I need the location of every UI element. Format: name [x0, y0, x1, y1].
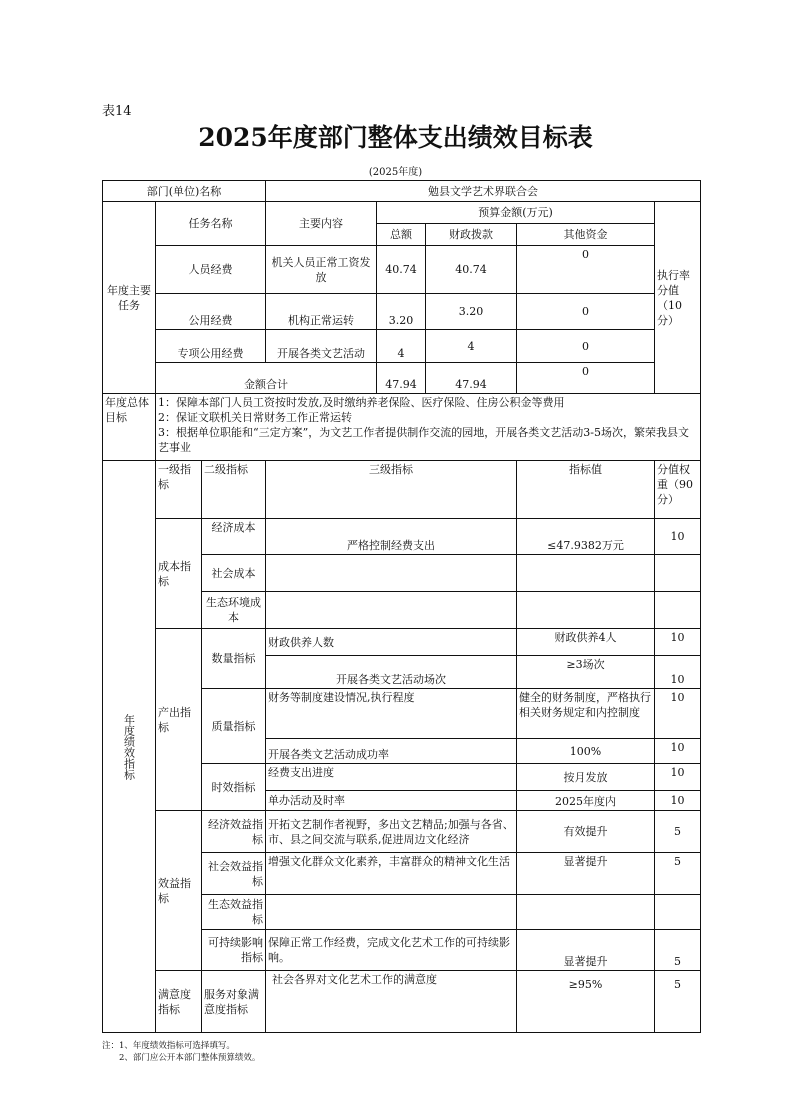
- footnotes: [102, 1040, 260, 1064]
- indicators-section-label: 年度绩效指标: [103, 461, 156, 1033]
- header-l3: 三级指标: [266, 461, 517, 519]
- l3-cell: [266, 555, 517, 592]
- weight-cell: 10: [655, 629, 701, 656]
- header-total: 总额: [377, 224, 426, 246]
- table-row: [103, 971, 701, 1033]
- header-l1: 一级指标: [156, 461, 202, 519]
- tasks-table: [102, 180, 701, 394]
- task-total: 3.20: [377, 294, 426, 330]
- l2-cell: 社会成本: [202, 555, 266, 592]
- sum-fiscal: 47.94: [426, 363, 517, 394]
- task-other: 0: [517, 246, 655, 294]
- l3-cell: 开拓文艺制作者视野，多出文艺精品;加强与各省、市、县之间交流与联系,促进周边文化经济: [266, 811, 517, 853]
- task-fiscal: 4: [426, 330, 517, 363]
- dept-name: 勉县文学艺术界联合会: [266, 181, 701, 202]
- l2-cell: 社会效益指标: [202, 853, 266, 895]
- l2-cell: 质量指标: [202, 689, 266, 764]
- task-content: 机关人员正常工资发放: [266, 246, 377, 294]
- l2-cell: 可持续影响指标: [202, 930, 266, 971]
- l3-cell: [266, 895, 517, 930]
- task-fiscal: 40.74: [426, 246, 517, 294]
- l1-benefit: 效益指标: [156, 811, 202, 971]
- sum-other: 0: [517, 363, 655, 394]
- table-row: [103, 246, 701, 294]
- l2-cell: 数量指标: [202, 629, 266, 689]
- l3-cell: [266, 592, 517, 629]
- tasks-section-label: 年度主要任务: [103, 202, 156, 394]
- task-name: 人员经费: [156, 246, 266, 294]
- header-task-name: 任务名称: [156, 202, 266, 246]
- l3-cell: 增强文化群众文化素养，丰富群众的精神文化生活: [266, 853, 517, 895]
- value-cell: 财政供养4人: [517, 629, 655, 656]
- table-row: [103, 811, 701, 853]
- l2-cell: 服务对象满意度指标: [202, 971, 266, 1033]
- indicators-table: [102, 460, 701, 1033]
- page-title: 2025年度部门整体支出绩效目标表: [198, 123, 593, 152]
- task-other: 0: [517, 330, 655, 363]
- weight-cell: 5: [655, 853, 701, 895]
- header-budget: 预算金额(万元): [377, 202, 655, 224]
- goal-item: 2：保证文联机关日常财务工作正常运转: [158, 411, 352, 424]
- value-cell: [517, 592, 655, 629]
- value-cell: ≥95%: [517, 971, 655, 1033]
- l3-cell: 财政供养人数: [266, 629, 517, 656]
- dept-label: 部门(单位)名称: [103, 181, 266, 202]
- l3-cell: 开展各类文艺活动场次: [266, 656, 517, 689]
- table-row: [103, 519, 701, 555]
- task-name: 专项公用经费: [156, 330, 266, 363]
- weight-cell: 10: [655, 791, 701, 811]
- weight-cell: [655, 555, 701, 592]
- weight-cell: 10: [655, 656, 701, 689]
- l3-cell: 经费支出进度: [266, 764, 517, 791]
- weight-cell: 10: [655, 689, 701, 739]
- table-row: [103, 294, 701, 330]
- l2-cell: 经济效益指标: [202, 811, 266, 853]
- value-cell: [517, 555, 655, 592]
- value-cell: 2025年度内: [517, 791, 655, 811]
- value-cell: 100%: [517, 739, 655, 764]
- note-item: 注：1、年度绩效指标可选择填写。: [102, 1041, 235, 1051]
- header-value: 指标值: [517, 461, 655, 519]
- value-cell: ≥3场次: [517, 656, 655, 689]
- l2-cell: 时效指标: [202, 764, 266, 811]
- value-cell: 显著提升: [517, 853, 655, 895]
- value-cell: ≤47.9382万元: [517, 519, 655, 555]
- value-cell: 有效提升: [517, 811, 655, 853]
- task-content: 开展各类文艺活动: [266, 330, 377, 363]
- weight-cell: [655, 592, 701, 629]
- header-l2: 二级指标: [202, 461, 266, 519]
- l1-output: 产出指标: [156, 629, 202, 811]
- weight-cell: 10: [655, 739, 701, 764]
- l3-cell: 开展各类文艺活动成功率: [266, 739, 517, 764]
- note-item: 2、部门应公开本部门整体预算绩效。: [119, 1053, 261, 1063]
- l2-cell: 经济成本: [202, 519, 266, 555]
- goal-item: 1：保障本部门人员工资按时发放,及时缴纳养老保险、医疗保险、住房公积金等费用: [158, 396, 565, 409]
- header-content: 主要内容: [266, 202, 377, 246]
- l3-cell: 社会各界对文化艺术工作的满意度: [266, 971, 517, 1033]
- table-row: [103, 629, 701, 656]
- task-fiscal: 3.20: [426, 294, 517, 330]
- sum-total: 47.94: [377, 363, 426, 394]
- l1-cost: 成本指标: [156, 519, 202, 629]
- weight-cell: 5: [655, 811, 701, 853]
- weight-cell: [655, 895, 701, 930]
- l3-cell: 财务等制度建设情况,执行程度: [266, 689, 517, 739]
- value-cell: 健全的财务制度，严格执行相关财务规定和内控制度: [517, 689, 655, 739]
- sum-label: 金额合计: [156, 363, 377, 394]
- subtitle: (2025年度): [368, 167, 423, 178]
- goals-label: 年度总体目标: [103, 394, 156, 461]
- l2-cell: 生态效益指标: [202, 895, 266, 930]
- weight-cell: 5: [655, 930, 701, 971]
- header-weight: 分值权重（90分）: [655, 461, 701, 519]
- weight-cell: 5: [655, 971, 701, 1033]
- value-cell: 按月发放: [517, 764, 655, 791]
- l1-satisfaction: 满意度指标: [156, 971, 202, 1033]
- goal-item: 3：根据单位职能和“三定方案”，为文艺工作者提供制作交流的园地，开展各类文艺活动3-5场次，繁荣我县文艺事业: [158, 426, 689, 454]
- goals-table: [102, 393, 701, 461]
- weight-cell: 10: [655, 764, 701, 791]
- sum-row: [103, 363, 701, 394]
- value-cell: [517, 895, 655, 930]
- task-content: 机构正常运转: [266, 294, 377, 330]
- task-other: 0: [517, 294, 655, 330]
- l2-cell: 生态环境成本: [202, 592, 266, 629]
- task-total: 40.74: [377, 246, 426, 294]
- header-score: 执行率分值（10分）: [655, 202, 701, 394]
- header-other: 其他资金: [517, 224, 655, 246]
- l3-cell: 严格控制经费支出: [266, 519, 517, 555]
- weight-cell: 10: [655, 519, 701, 555]
- task-name: 公用经费: [156, 294, 266, 330]
- goals-list: [156, 394, 701, 461]
- value-cell: 显著提升: [517, 930, 655, 971]
- table-number: 表14: [102, 104, 132, 119]
- l3-cell: 保障正常工作经费，完成文化艺术工作的可持续影响。: [266, 930, 517, 971]
- l3-cell: 单办活动及时率: [266, 791, 517, 811]
- table-row: [103, 330, 701, 363]
- task-total: 4: [377, 330, 426, 363]
- header-fiscal: 财政拨款: [426, 224, 517, 246]
